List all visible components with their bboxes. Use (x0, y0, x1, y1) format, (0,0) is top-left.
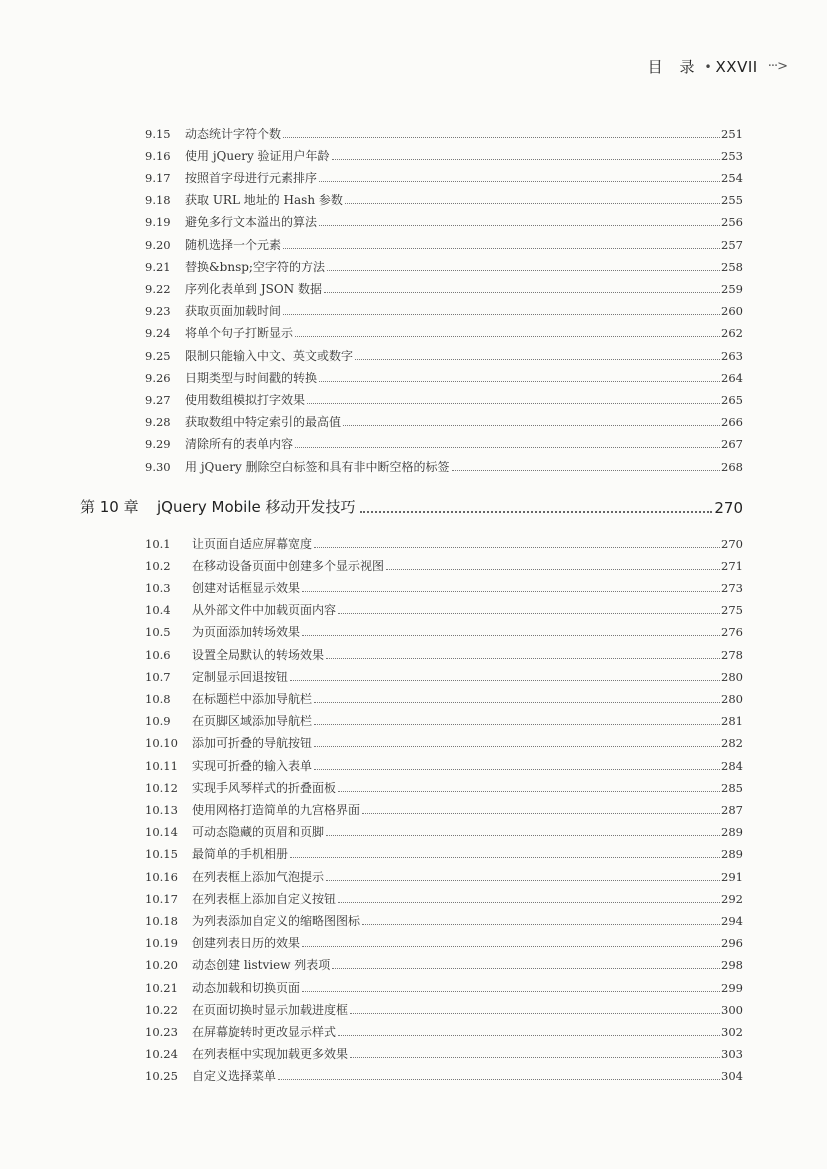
toc-entry (145, 1016, 743, 1039)
toc-entry-number: 10.6 (145, 647, 171, 662)
leader-dots (283, 314, 720, 315)
toc-entry-title: 定制显示回退按钮 (192, 669, 289, 684)
toc-entry (145, 772, 743, 795)
toc-entry-page: 302 (721, 1024, 743, 1039)
leader-dots (338, 791, 720, 792)
toc-entry-title: 添加可折叠的导航按钮 (192, 736, 313, 751)
toc-entry (145, 661, 743, 684)
leader-dots (295, 447, 720, 448)
toc-entry-page: 251 (721, 126, 743, 141)
toc-entry-number: 9.15 (145, 126, 171, 141)
toc-entry-page: 258 (721, 259, 743, 274)
toc-entry-number: 9.16 (145, 148, 171, 163)
toc-entry-title: 清除所有的表单内容 (185, 437, 294, 452)
toc-entry-page: 262 (721, 326, 743, 341)
toc-entry-page: 276 (721, 625, 743, 640)
toc-entry-page: 256 (721, 215, 743, 230)
toc-entry-page: 289 (721, 847, 743, 862)
toc-entry-page: 267 (721, 437, 743, 452)
toc-entry-title: 将单个句子打断显示 (185, 326, 294, 341)
toc-entry (145, 994, 743, 1017)
toc-entry-title: 在列表框上添加气泡提示 (192, 869, 325, 884)
toc-entry (145, 728, 743, 751)
toc-entry-number: 9.18 (145, 193, 171, 208)
leader-dots (302, 946, 720, 947)
toc-entry-title: 获取 URL 地址的 Hash 参数 (185, 193, 343, 208)
toc-entry-title: 创建对话框显示效果 (192, 580, 301, 595)
toc-entry-title: 为列表添加自定义的缩略图图标 (192, 913, 361, 928)
toc-entry-page: 273 (721, 580, 743, 595)
toc-entry-title: 在页面切换时显示加载进度框 (192, 1002, 349, 1017)
leader-dots (360, 511, 713, 513)
toc-entry-page: 289 (721, 825, 743, 840)
toc-entry (145, 1039, 743, 1062)
toc-entry-number: 9.27 (145, 392, 171, 407)
leader-dots (338, 902, 720, 903)
toc-entry (145, 617, 743, 640)
toc-entry-page: 285 (721, 780, 743, 795)
toc-entry-title: 使用 jQuery 验证用户年龄 (185, 148, 330, 163)
toc-entry-number: 9.25 (145, 348, 171, 363)
leader-dots (343, 425, 720, 426)
toc-entry-title: 在移动设备页面中创建多个显示视图 (192, 558, 385, 573)
toc-entry (145, 1061, 743, 1084)
toc-entry-page: 278 (721, 647, 743, 662)
toc-entry-page: 257 (721, 237, 743, 252)
toc-entry (145, 162, 743, 185)
toc-entry-title: 最简单的手机相册 (192, 847, 289, 862)
leader-dots (314, 547, 720, 548)
toc-entry-page: 284 (721, 758, 743, 773)
toc-entry-title: 在列表框中实现加载更多效果 (192, 1047, 349, 1062)
leader-dots (326, 880, 720, 881)
toc-entry-number: 10.25 (145, 1069, 178, 1084)
toc-entry-page: 294 (721, 913, 743, 928)
toc-entry (145, 451, 743, 474)
chapter-heading (80, 493, 743, 517)
toc-entry (145, 318, 743, 341)
toc-entry (145, 251, 743, 274)
leader-dots (362, 924, 720, 925)
leader-dots (302, 991, 720, 992)
leader-dots (350, 1057, 720, 1058)
toc-entry-number: 10.12 (145, 780, 178, 795)
toc-entry-page: 298 (721, 958, 743, 973)
toc-entry (145, 340, 743, 363)
toc-entry-number: 10.13 (145, 802, 178, 817)
leader-dots (283, 248, 720, 249)
toc-entry-number: 9.30 (145, 459, 171, 474)
toc-entry-number: 10.18 (145, 913, 178, 928)
toc-entry-title: 为页面添加转场效果 (192, 625, 301, 640)
toc-entry (145, 839, 743, 862)
toc-entry-number: 10.3 (145, 580, 171, 595)
toc-entry (145, 362, 743, 385)
toc-entry (145, 429, 743, 452)
leader-dots (324, 292, 720, 293)
toc-entry-number: 9.29 (145, 437, 171, 452)
toc-entry-number: 9.19 (145, 215, 171, 230)
leader-dots (345, 203, 720, 204)
toc-entry-number: 10.4 (145, 603, 171, 618)
page-header (648, 56, 787, 77)
toc-entry (145, 639, 743, 662)
toc-entry-number: 9.24 (145, 326, 171, 341)
toc-entry-title: 让页面自适应屏幕宽度 (192, 536, 313, 551)
toc-entry-page: 270 (721, 536, 743, 551)
toc-entry (145, 273, 743, 296)
toc-entry-title: 设置全局默认的转场效果 (192, 647, 325, 662)
toc-entry-title: 自定义选择菜单 (192, 1069, 277, 1084)
toc-entry-page: 303 (721, 1047, 743, 1062)
toc-entry-page: 275 (721, 603, 743, 618)
leader-dots (314, 724, 720, 725)
toc-entry-title: 实现可折叠的输入表单 (192, 758, 313, 773)
toc-entry (145, 140, 743, 163)
toc-entry (145, 550, 743, 573)
leader-dots (314, 702, 720, 703)
leader-dots (302, 635, 720, 636)
toc-entry-page: 260 (721, 304, 743, 319)
toc-entry-title: 获取页面加载时间 (185, 304, 282, 319)
leader-dots (332, 159, 721, 160)
toc-entry-number: 10.11 (145, 758, 178, 773)
leader-dots (290, 680, 720, 681)
toc-entry-title: 序列化表单到 JSON 数据 (185, 281, 322, 296)
leader-dots (319, 181, 720, 182)
leader-dots (302, 591, 720, 592)
toc-entry-title: 按照首字母进行元素排序 (185, 170, 318, 185)
toc-entry-page: 300 (721, 1002, 743, 1017)
toc-entry-title: 日期类型与时间戳的转换 (185, 370, 318, 385)
toc-entry (145, 883, 743, 906)
toc-entry (145, 817, 743, 840)
toc-entry-number: 10.9 (145, 714, 171, 729)
toc-entry-page: 296 (721, 936, 743, 951)
toc-entry (145, 207, 743, 230)
toc-entry-title: 在标题栏中添加导航栏 (192, 691, 313, 706)
toc-entry-title: 动态加载和切换页面 (192, 980, 301, 995)
toc-entry-number: 10.23 (145, 1024, 178, 1039)
toc-entry (145, 683, 743, 706)
toc-entry-title: 用 jQuery 删除空白标签和具有非中断空格的标签 (185, 459, 450, 474)
leader-dots (290, 857, 720, 858)
toc-entry (145, 118, 743, 141)
toc-entry-page: 282 (721, 736, 743, 751)
toc-entry-page: 271 (721, 558, 743, 573)
chapter-page-number: 270 (714, 499, 743, 517)
toc-entry-title: 创建列表日历的效果 (192, 936, 301, 951)
leader-dots (332, 968, 720, 969)
toc-entry-title: 在列表框上添加自定义按钮 (192, 891, 337, 906)
toc-entry-page: 266 (721, 415, 743, 430)
toc-entry-number: 10.2 (145, 558, 171, 573)
toc-entry-title: 限制只能输入中文、英文或数字 (185, 348, 354, 363)
leader-dots (326, 658, 720, 659)
toc-entry-number: 10.24 (145, 1047, 178, 1062)
toc-entry-number: 10.19 (145, 936, 178, 951)
leader-dots (314, 769, 720, 770)
toc-entry-number: 10.1 (145, 536, 171, 551)
toc-entry-number: 9.22 (145, 281, 171, 296)
toc-entry-number: 9.21 (145, 259, 171, 274)
leader-dots (314, 746, 720, 747)
toc-entry-title: 替换&bnsp;空字符的方法 (185, 259, 325, 274)
toc-entry (145, 750, 743, 773)
toc-entry-page: 304 (721, 1069, 743, 1084)
toc-entry-page: 281 (721, 714, 743, 729)
leader-dots (327, 270, 720, 271)
toc-entry-number: 9.26 (145, 370, 171, 385)
toc-entry-title: 在页脚区域添加导航栏 (192, 714, 313, 729)
toc-entry-title: 实现手风琴样式的折叠面板 (192, 780, 337, 795)
toc-entry-number: 10.15 (145, 847, 178, 862)
toc-entry (145, 407, 743, 430)
toc-entry-number: 10.16 (145, 869, 178, 884)
toc-entry-page: 268 (721, 459, 743, 474)
toc-entry-page: 263 (721, 348, 743, 363)
toc-entry-title: 从外部文件中加载页面内容 (192, 603, 337, 618)
toc-entry-page: 253 (721, 148, 743, 163)
leader-dots (295, 336, 720, 337)
toc-entry (145, 928, 743, 951)
toc-entry-number: 10.7 (145, 669, 171, 684)
toc-entry-number: 10.17 (145, 891, 178, 906)
toc-entry (145, 595, 743, 618)
toc-entry (145, 572, 743, 595)
toc-entry (145, 905, 743, 928)
leader-dots (338, 1035, 720, 1036)
toc-entry (145, 706, 743, 729)
leader-dots (307, 403, 720, 404)
toc-entry-title: 可动态隐藏的页眉和页脚 (192, 825, 325, 840)
toc-entry-number: 10.8 (145, 691, 171, 706)
toc-entry (145, 972, 743, 995)
toc-entry-page: 292 (721, 891, 743, 906)
toc-entry-number: 10.14 (145, 825, 178, 840)
header-page-number: XXVII (715, 57, 758, 76)
leader-dots (319, 225, 720, 226)
toc-entry-page: 254 (721, 170, 743, 185)
leader-dots (319, 381, 720, 382)
chapter-number: 第 10 章 (80, 498, 139, 516)
toc-entry (145, 528, 743, 551)
arrow-right-icon: ···> (767, 59, 787, 74)
toc-entry-page: 280 (721, 669, 743, 684)
toc-entry-page: 259 (721, 281, 743, 296)
toc-entry-page: 255 (721, 193, 743, 208)
toc-entry (145, 185, 743, 208)
toc-entry-page: 264 (721, 370, 743, 385)
toc-entry (145, 794, 743, 817)
toc-entry-title: 动态统计字符个数 (185, 126, 282, 141)
leader-dots (386, 569, 720, 570)
toc-entry-number: 9.28 (145, 415, 171, 430)
leader-dots (338, 613, 720, 614)
toc-entry (145, 384, 743, 407)
toc-entry-title: 获取数组中特定索引的最高值 (185, 415, 342, 430)
toc-entry-page: 265 (721, 392, 743, 407)
toc-entry (145, 861, 743, 884)
leader-dots (355, 359, 720, 360)
toc-entry-number: 10.21 (145, 980, 178, 995)
toc-entry-number: 9.20 (145, 237, 171, 252)
toc-entry-number: 9.23 (145, 304, 171, 319)
toc-entry-number: 9.17 (145, 170, 171, 185)
toc-entry-number: 10.22 (145, 1002, 178, 1017)
header-separator: • (704, 59, 712, 74)
toc-entry-title: 随机选择一个元素 (185, 237, 282, 252)
toc-entry (145, 296, 743, 319)
toc-entry-number: 10.5 (145, 625, 171, 640)
header-section-title: 目 录 (647, 58, 701, 76)
toc-entry-title: 在屏幕旋转时更改显示样式 (192, 1024, 337, 1039)
toc-entry-title: 动态创建 listview 列表项 (192, 958, 331, 973)
toc-entry-title: 使用网格打造简单的九宫格界面 (192, 802, 361, 817)
toc-entry-title: 使用数组模拟打字效果 (185, 392, 306, 407)
toc-entry-number: 10.20 (145, 958, 178, 973)
leader-dots (278, 1079, 720, 1080)
toc-entry (145, 229, 743, 252)
toc-entry-title: 避免多行文本溢出的算法 (185, 215, 318, 230)
leader-dots (350, 1013, 720, 1014)
toc-entry-page: 291 (721, 869, 743, 884)
leader-dots (452, 470, 721, 471)
leader-dots (326, 835, 720, 836)
leader-dots (362, 813, 720, 814)
toc-entry-page: 299 (721, 980, 743, 995)
chapter-title: jQuery Mobile 移动开发技巧 (157, 498, 356, 516)
toc-entry (145, 950, 743, 973)
toc-entry-page: 280 (721, 691, 743, 706)
toc-entry-number: 10.10 (145, 736, 178, 751)
toc-entry-page: 287 (721, 802, 743, 817)
leader-dots (283, 137, 720, 138)
